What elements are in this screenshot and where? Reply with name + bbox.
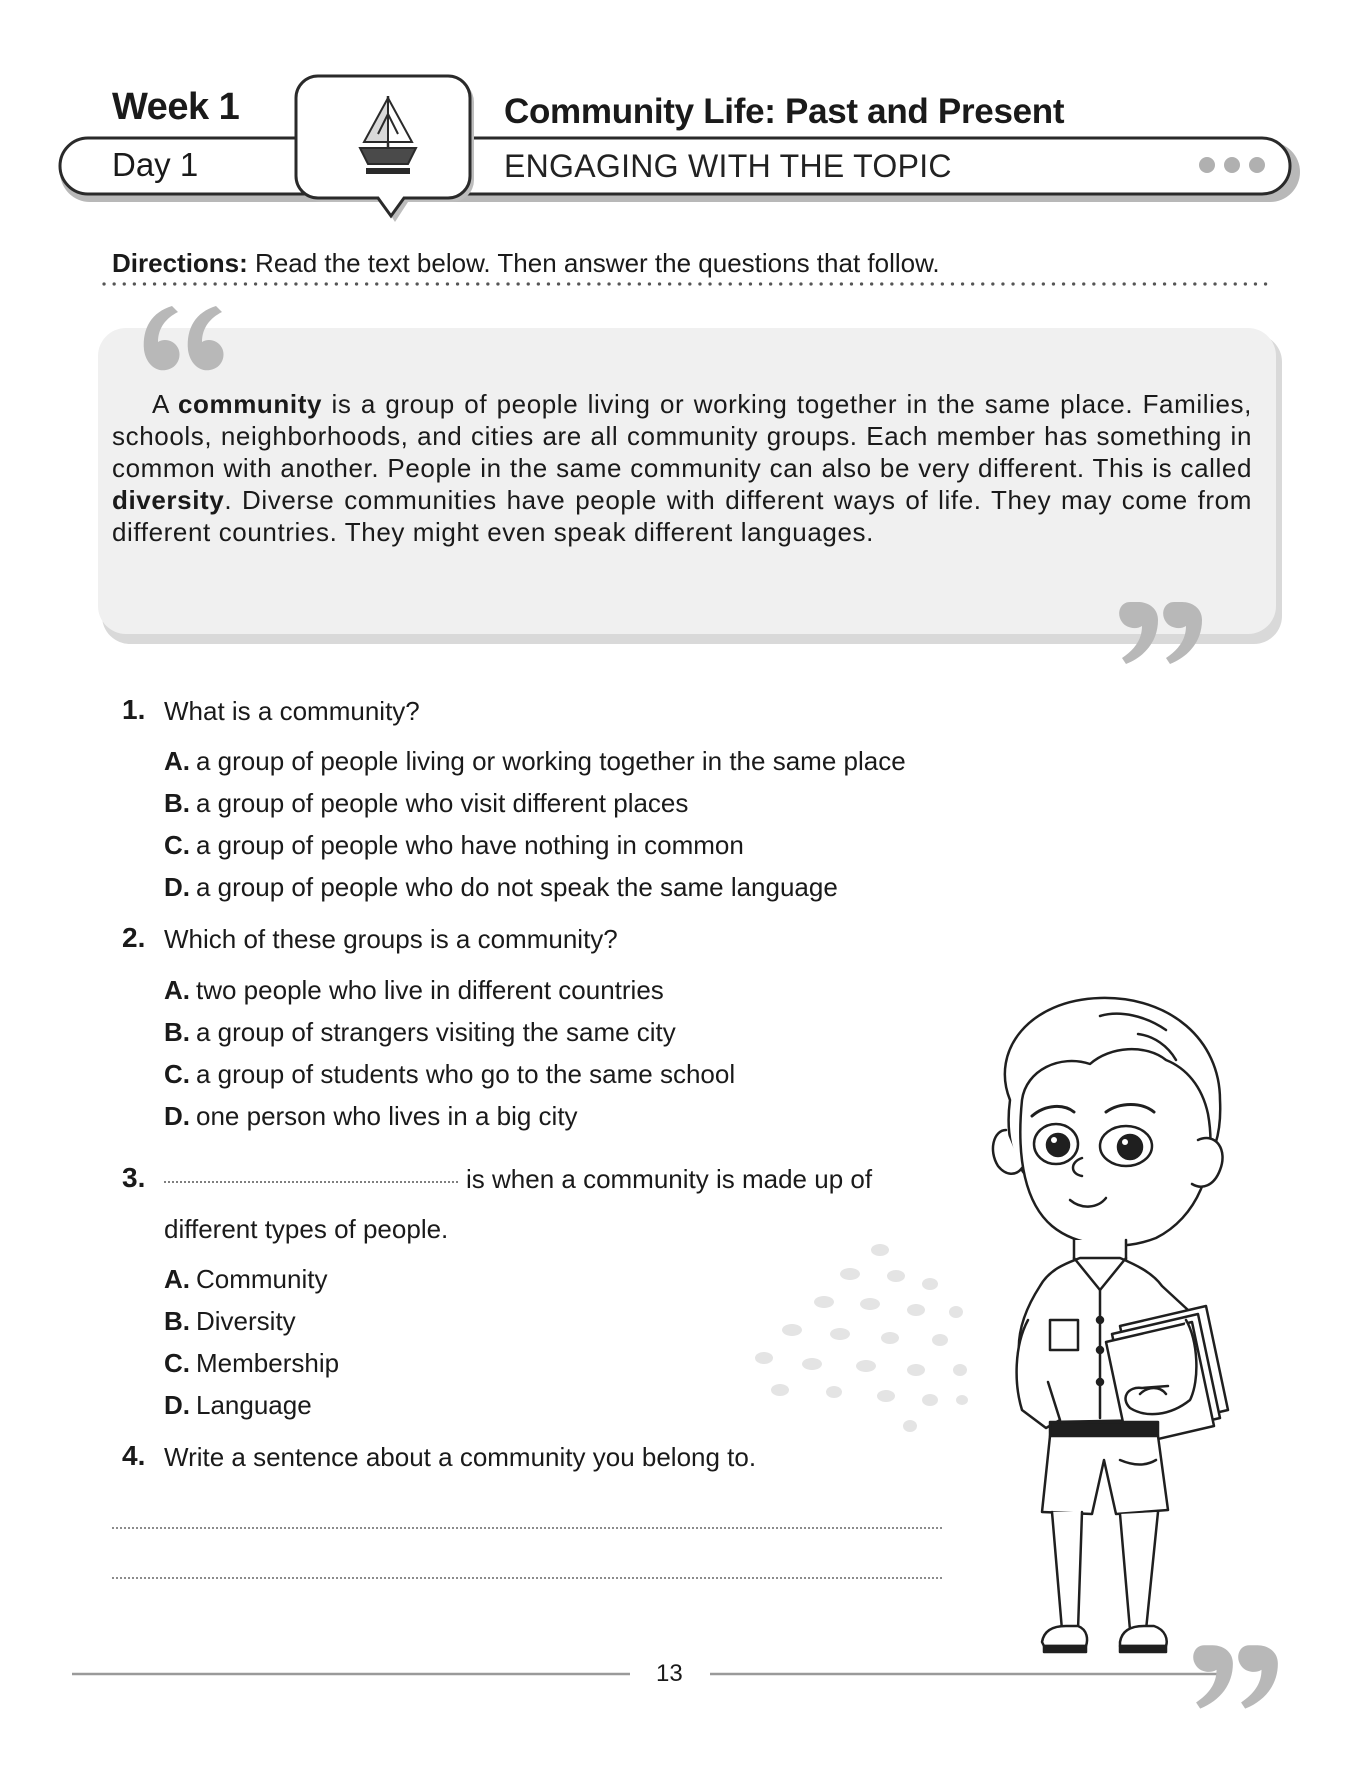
answer-line[interactable] [110,1524,946,1532]
passage-part-2: is a group of people living or working together in the same place. Families, schools, neighborhoods, and cities are all community groups. Each member has something in common with another. People in the same community can also be very different. This is called [112,389,1252,483]
option-letter: D. [164,872,190,902]
answer-option[interactable] [164,975,664,1006]
answer-option[interactable] [164,1390,312,1421]
answer-option[interactable] [164,746,906,777]
option-text: two people who live in different countries [196,975,664,1005]
answer-option[interactable] [164,1101,578,1132]
section-subtitle: ENGAGING WITH THE TOPIC [504,148,952,184]
footer-rule [70,1670,1220,1678]
answer-line[interactable] [110,1574,946,1582]
option-text: Community [196,1264,328,1294]
answer-blank[interactable] [162,1178,462,1186]
answer-option[interactable] [164,788,688,819]
question-text-continued: different types of people. [164,1214,449,1244]
close-quote-icon [1118,600,1208,670]
answer-option[interactable] [164,1264,327,1295]
option-text: Membership [196,1348,340,1378]
option-letter: C. [164,1059,190,1089]
directions-label: Directions: [112,248,248,278]
answer-option[interactable] [164,872,838,903]
option-letter: A. [164,1264,190,1294]
question-text: Which of these groups is a community? [164,924,618,954]
option-text: a group of people who do not speak the same language [196,872,838,902]
answer-option[interactable] [164,1059,735,1090]
option-text: a group of people who have nothing in common [196,830,744,860]
question-text: Write a sentence about a community you belong to. [164,1442,757,1472]
question-number: 1. [122,694,146,725]
answer-option[interactable] [164,1306,296,1337]
option-text: one person who lives in a big city [196,1101,578,1131]
boy-illustration [970,990,1260,1670]
option-letter: A. [164,975,190,1005]
page-title: Community Life: Past and Present [504,92,1065,131]
option-letter: A. [164,746,190,776]
option-letter: D. [164,1101,190,1131]
directions [112,248,940,279]
passage-text [112,388,1252,548]
question-text: What is a community? [164,696,420,726]
question-number: 3. [122,1162,146,1193]
option-letter: D. [164,1390,190,1420]
passage-term-diversity: diversity [112,485,225,515]
option-letter: B. [164,788,190,818]
question-number: 2. [122,922,146,953]
option-letter: C. [164,830,190,860]
dotted-divider [100,280,1270,288]
option-text: a group of strangers visiting the same city [196,1017,676,1047]
question-number: 4. [122,1440,146,1471]
passage-part-3: . Diverse communities have people with different ways of life. They may come from different countries. They might even speak different languages. [112,485,1252,547]
option-letter: B. [164,1306,190,1336]
page-number: 13 [656,1660,683,1687]
question-text: is when a community is made up of [466,1164,873,1194]
day-label: Day 1 [112,146,199,183]
answer-option[interactable] [164,830,744,861]
sailboat-icon [352,92,424,178]
week-label: Week 1 [112,86,240,128]
option-text: Diversity [196,1306,296,1336]
answer-option[interactable] [164,1017,676,1048]
answer-option[interactable] [164,1348,339,1379]
option-text: a group of students who go to the same school [196,1059,736,1089]
option-letter: B. [164,1017,190,1047]
option-text: Language [196,1390,312,1420]
option-text: a group of people who visit different places [196,788,689,818]
open-quote-icon [138,298,228,378]
option-letter: C. [164,1348,190,1378]
decorative-dots [720,1240,1000,1440]
passage-part-1: A [152,389,178,419]
close-quote-icon [1192,1640,1284,1718]
option-text: a group of people living or working together in the same place [196,746,906,776]
directions-text: Read the text below. Then answer the questions that follow. [247,248,940,278]
passage-term-community: community [177,389,323,419]
